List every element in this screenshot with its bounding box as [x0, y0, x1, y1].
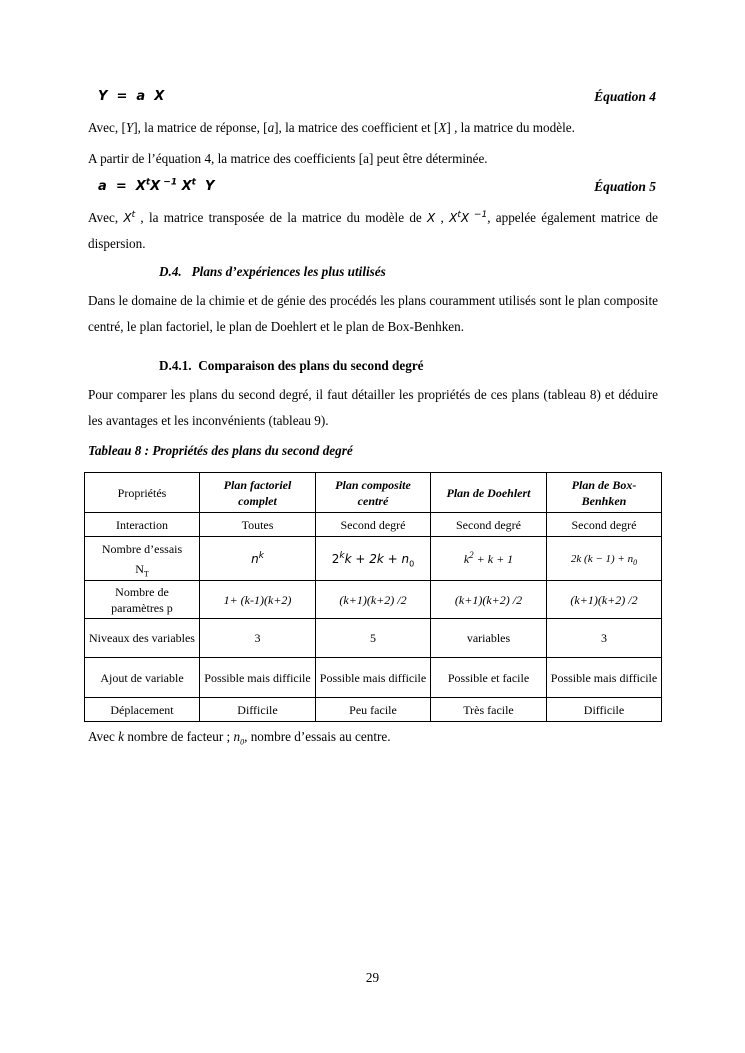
table-row: Déplacement Difficile Peu facile Très facile Difficile: [85, 698, 662, 722]
paragraph-response-matrix: Avec, [Y], la matrice de réponse, [a], la matrice des coefficient et [X] , la matrice du modèle.: [88, 120, 575, 135]
table-row: Interaction Toutes Second degré Second degré Second degré: [85, 513, 662, 537]
paragraph-common-designs: Dans le domaine de la chimie et de génie des procédés les plans couramment utilisés sont le plan composite centré, le plan factoriel, le plan de Doehlert et le plan de Box-Benhken.: [88, 293, 658, 334]
header-factorial: Plan factoriel complet: [200, 473, 316, 513]
heading-d4: D.4. Plans d’expériences les plus utilisés: [159, 264, 386, 279]
properties-table: [84, 472, 662, 722]
heading-d41: D.4.1. Comparaison des plans du second degré: [159, 358, 424, 373]
paragraph-comparison: Pour comparer les plans du second degré, il faut détailler les propriétés de ces plans (tableau 8) et déduire les avantages et les inconvénients (tableau 9).: [88, 387, 658, 428]
row-label: Ajout de variable: [85, 658, 200, 698]
row-label: Niveaux des variables: [85, 619, 200, 658]
header-composite: Plan composite centré: [316, 473, 431, 513]
equation-5-math: $a = X^tX$ $^{-1}$ $X^t$ Y: [98, 177, 215, 194]
table-row: Niveaux des variables 3 5 variables 3: [85, 619, 662, 658]
row-label: Nombre de paramètres p: [85, 581, 200, 619]
row-label: Déplacement: [85, 698, 200, 722]
table-row: Nombre de paramètres p 1+ (k-1)(k+2) (k+1)(k+2) /2 (k+1)(k+2) /2 (k+1)(k+2) /2: [85, 581, 662, 619]
header-properties: Propriétés: [85, 473, 200, 513]
header-doehlert: Plan de Doehlert: [431, 473, 547, 513]
header-box-benhken: Plan de Box-Benhken: [547, 473, 662, 513]
table-header-row: [85, 473, 662, 513]
table-row: Nombre d’essais $N_T$ $n^k$ $2^kk + 2k + n_0$ $k^2 + k + 1$ 2k $(k - 1) + n_0$: [85, 537, 662, 581]
equation-4-label: Équation 4: [594, 89, 656, 104]
equation-5-label: Équation 5: [594, 179, 656, 194]
row-label: Interaction: [85, 513, 200, 537]
equation-5: [88, 179, 658, 199]
table-caption: Tableau 8 : Propriétés des plans du second degré: [88, 443, 353, 458]
table-row: Ajout de variable Possible mais difficile Possible mais difficile Possible et facile Possible mais difficile: [85, 658, 662, 698]
page-number: 29: [365, 970, 380, 985]
equation-4: [88, 89, 658, 109]
equation-4-math: Y = a X: [98, 89, 165, 104]
paragraph-coefficients: A partir de l’équation 4, la matrice des coefficients [a] peut être déterminée.: [88, 151, 488, 166]
row-label: Nombre d’essais $N_T$: [85, 537, 200, 581]
table-note: Avec k nombre de facteur ; $n_0$, nombre d’essais au centre.: [88, 729, 391, 747]
paragraph-transpose: Avec, $X^t$ , la matrice transposée de la matrice du modèle de X , $X^tX$ $^{-1}$, appelée également matrice de dispersion.: [88, 210, 658, 251]
